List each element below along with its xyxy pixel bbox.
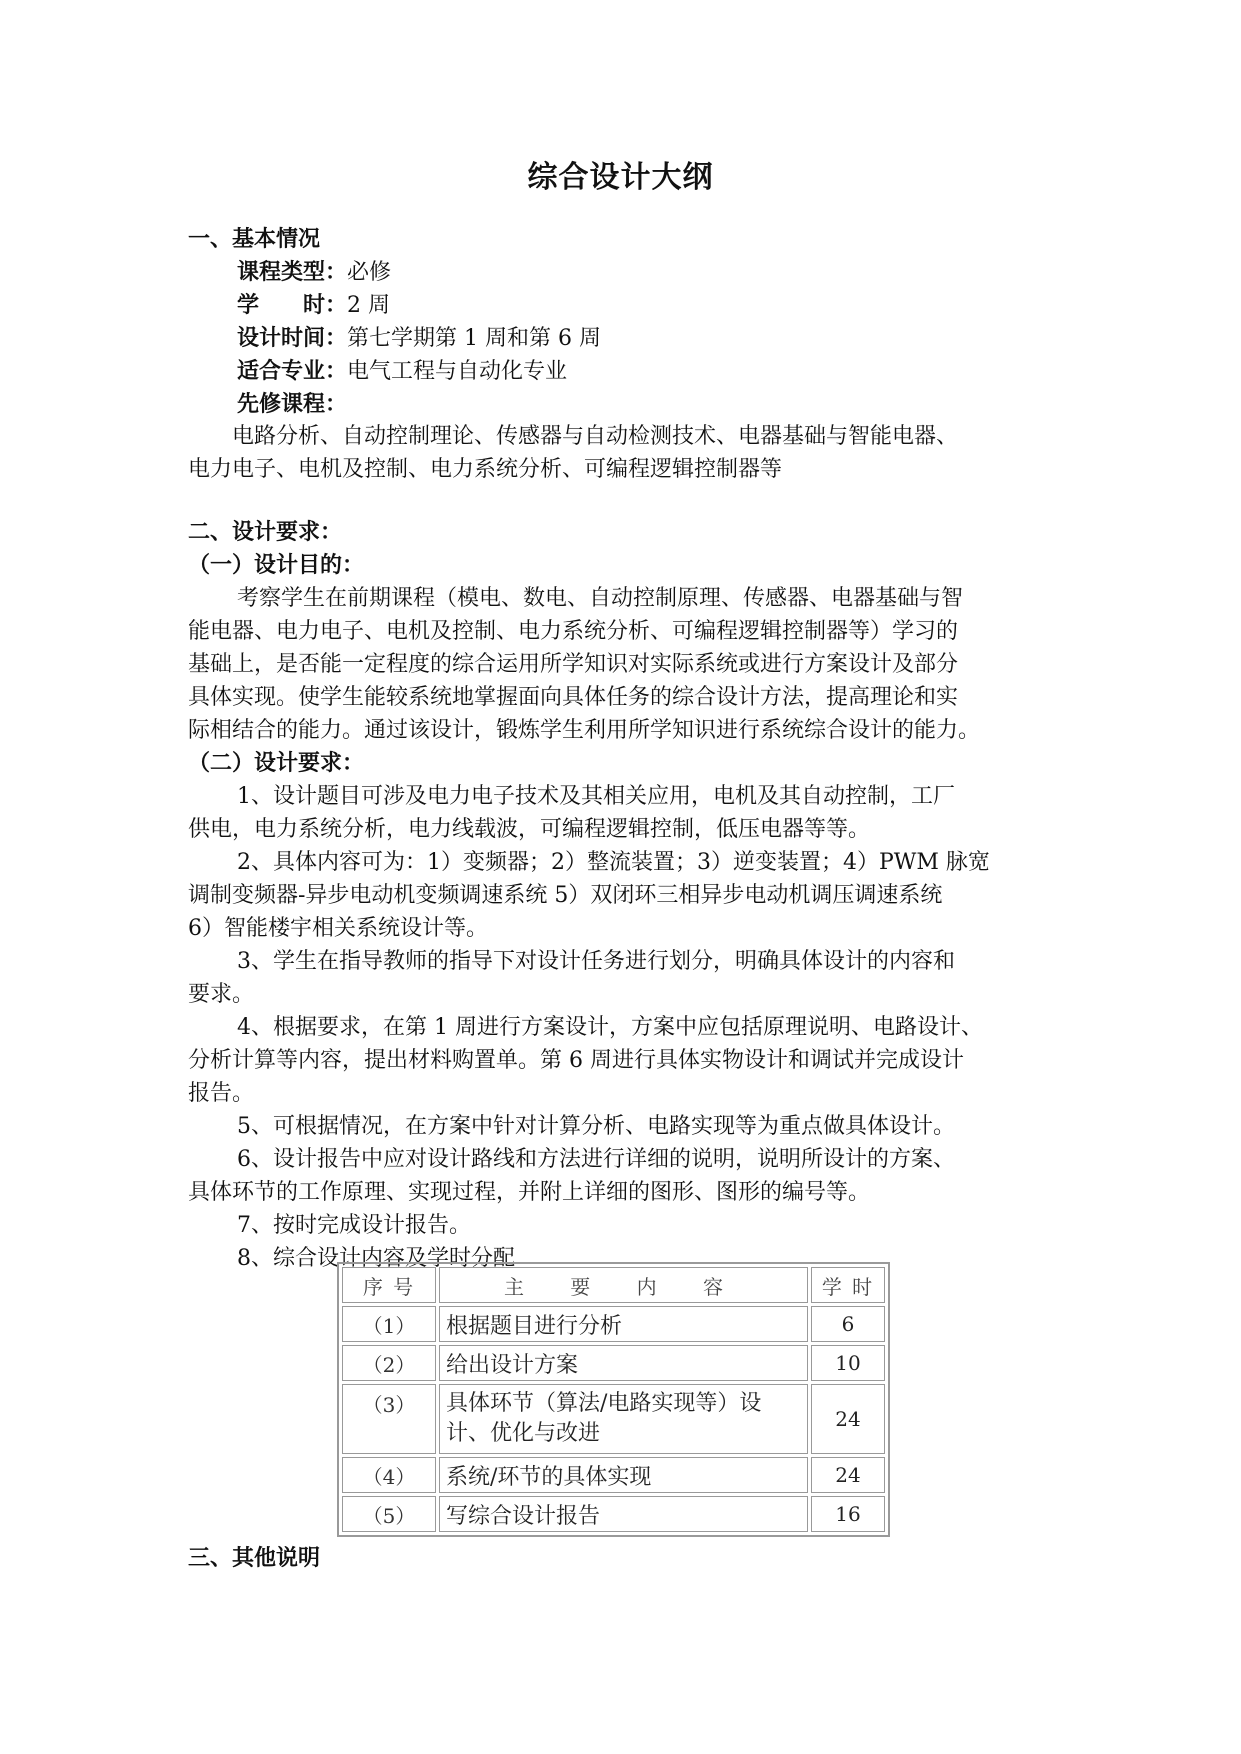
- table-header-cell: 学 时: [811, 1267, 885, 1303]
- row-content: 系统/环节的具体实现: [439, 1457, 808, 1493]
- purpose-text-line: 具体实现。使学生能较系统地掌握面向具体任务的综合设计方法，提高理论和实: [188, 685, 959, 710]
- schedule-table: [337, 1262, 890, 1537]
- row-content: 写综合设计报告: [439, 1496, 808, 1532]
- course-type-value: 必修: [347, 260, 392, 285]
- requirement-line: 供电，电力系统分析，电力线载波，可编程逻辑控制，低压电器等等。: [188, 817, 871, 842]
- prereq-label: 先修课程：: [237, 392, 348, 417]
- purpose-text-line: 际相结合的能力。通过该设计，锻炼学生利用所学知识进行系统综合设计的能力。: [188, 718, 981, 743]
- course-type-row: [237, 257, 1107, 289]
- table-row: [342, 1496, 885, 1532]
- row-hours: 16: [811, 1496, 885, 1532]
- row-number: （3）: [342, 1384, 436, 1454]
- major-label: 适合专业：: [237, 359, 348, 384]
- table-row: [342, 1345, 885, 1381]
- hours-value: 2 周: [347, 293, 391, 318]
- requirement-line: 7、按时完成设计报告。: [237, 1213, 471, 1238]
- table-row: [342, 1384, 885, 1454]
- section-heading-other-notes: 三、其他说明: [188, 1546, 321, 1571]
- requirement-line: 6、设计报告中应对设计路线和方法进行详细的说明，说明所设计的方案、: [237, 1147, 955, 1172]
- requirement-line: 具体环节的工作原理、实现过程，并附上详细的图形、图形的编号等。: [188, 1180, 871, 1205]
- page-title: 综合设计大纲: [527, 160, 714, 195]
- prereq-text-line: 电路分析、自动控制理论、传感器与自动检测技术、电器基础与智能电器、: [232, 424, 959, 449]
- requirement-line: 分析计算等内容，提出材料购置单。第 6 周进行具体实物设计和调试并完成设计: [188, 1048, 964, 1073]
- row-hours: 6: [811, 1306, 885, 1342]
- major-row: [237, 356, 1107, 388]
- row-hours: 10: [811, 1345, 885, 1381]
- hours-label: 学 时：: [237, 293, 348, 318]
- section-heading-basic-info: 一、基本情况: [188, 227, 321, 252]
- row-hours: 24: [811, 1457, 885, 1493]
- requirement-line: 报告。: [188, 1081, 255, 1106]
- row-content: 给出设计方案: [439, 1345, 808, 1381]
- table-row: [342, 1457, 885, 1493]
- requirement-line: 6）智能楼宇相关系统设计等。: [188, 916, 488, 941]
- table-header-cell: 序 号: [342, 1267, 436, 1303]
- requirement-line: 3、学生在指导教师的指导下对设计任务进行划分，明确具体设计的内容和: [237, 949, 955, 974]
- prereq-text-line: 电力电子、电机及控制、电力系统分析、可编程逻辑控制器等: [188, 457, 783, 482]
- course-type-label: 课程类型：: [237, 260, 348, 285]
- requirement-line: 4、根据要求，在第 1 周进行方案设计，方案中应包括原理说明、电路设计、: [237, 1015, 983, 1040]
- hours-row: [237, 290, 1107, 322]
- row-hours: 24: [811, 1384, 885, 1454]
- purpose-text-line: 能电器、电力电子、电机及控制、电力系统分析、可编程逻辑控制器等）学习的: [188, 619, 959, 644]
- row-number: （2）: [342, 1345, 436, 1381]
- requirement-line: 2、具体内容可为：1）变频器；2）整流装置；3）逆变装置；4）PWM 脉宽: [237, 850, 990, 875]
- subheading-requirements: （二）设计要求：: [188, 751, 365, 776]
- requirement-line: 要求。: [188, 982, 255, 1007]
- requirement-line: 调制变频器-异步电动机变频调速系统 5）双闭环三相异步电动机调压调速系统: [188, 883, 943, 908]
- design-time-row: [237, 323, 1107, 355]
- table-header-cell: 主 要 内 容: [439, 1267, 808, 1303]
- major-value: 电气工程与自动化专业: [347, 359, 568, 384]
- design-time-label: 设计时间：: [237, 326, 348, 351]
- section-heading-design-req: 二、设计要求：: [188, 520, 343, 545]
- prereq-row: [237, 389, 1107, 421]
- row-content: 具体环节（算法/电路实现等）设计、优化与改进: [439, 1384, 808, 1454]
- requirement-line: 8、综合设计内容及学时分配: [237, 1246, 515, 1271]
- table-row: [342, 1306, 885, 1342]
- row-number: （4）: [342, 1457, 436, 1493]
- row-number: （5）: [342, 1496, 436, 1532]
- table-header-row: [342, 1267, 885, 1303]
- subheading-purpose: （一）设计目的：: [188, 553, 365, 578]
- requirement-line: 1、设计题目可涉及电力电子技术及其相关应用，电机及其自动控制，工厂: [237, 784, 955, 809]
- row-content: 根据题目进行分析: [439, 1306, 808, 1342]
- design-time-value: 第七学期第 1 周和第 6 周: [347, 326, 601, 351]
- purpose-text-line: 基础上，是否能一定程度的综合运用所学知识对实际系统或进行方案设计及部分: [188, 652, 959, 677]
- purpose-text-line: 考察学生在前期课程（模电、数电、自动控制原理、传感器、电器基础与智: [237, 586, 964, 611]
- requirement-line: 5、可根据情况，在方案中针对计算分析、电路实现等为重点做具体设计。: [237, 1114, 955, 1139]
- row-number: （1）: [342, 1306, 436, 1342]
